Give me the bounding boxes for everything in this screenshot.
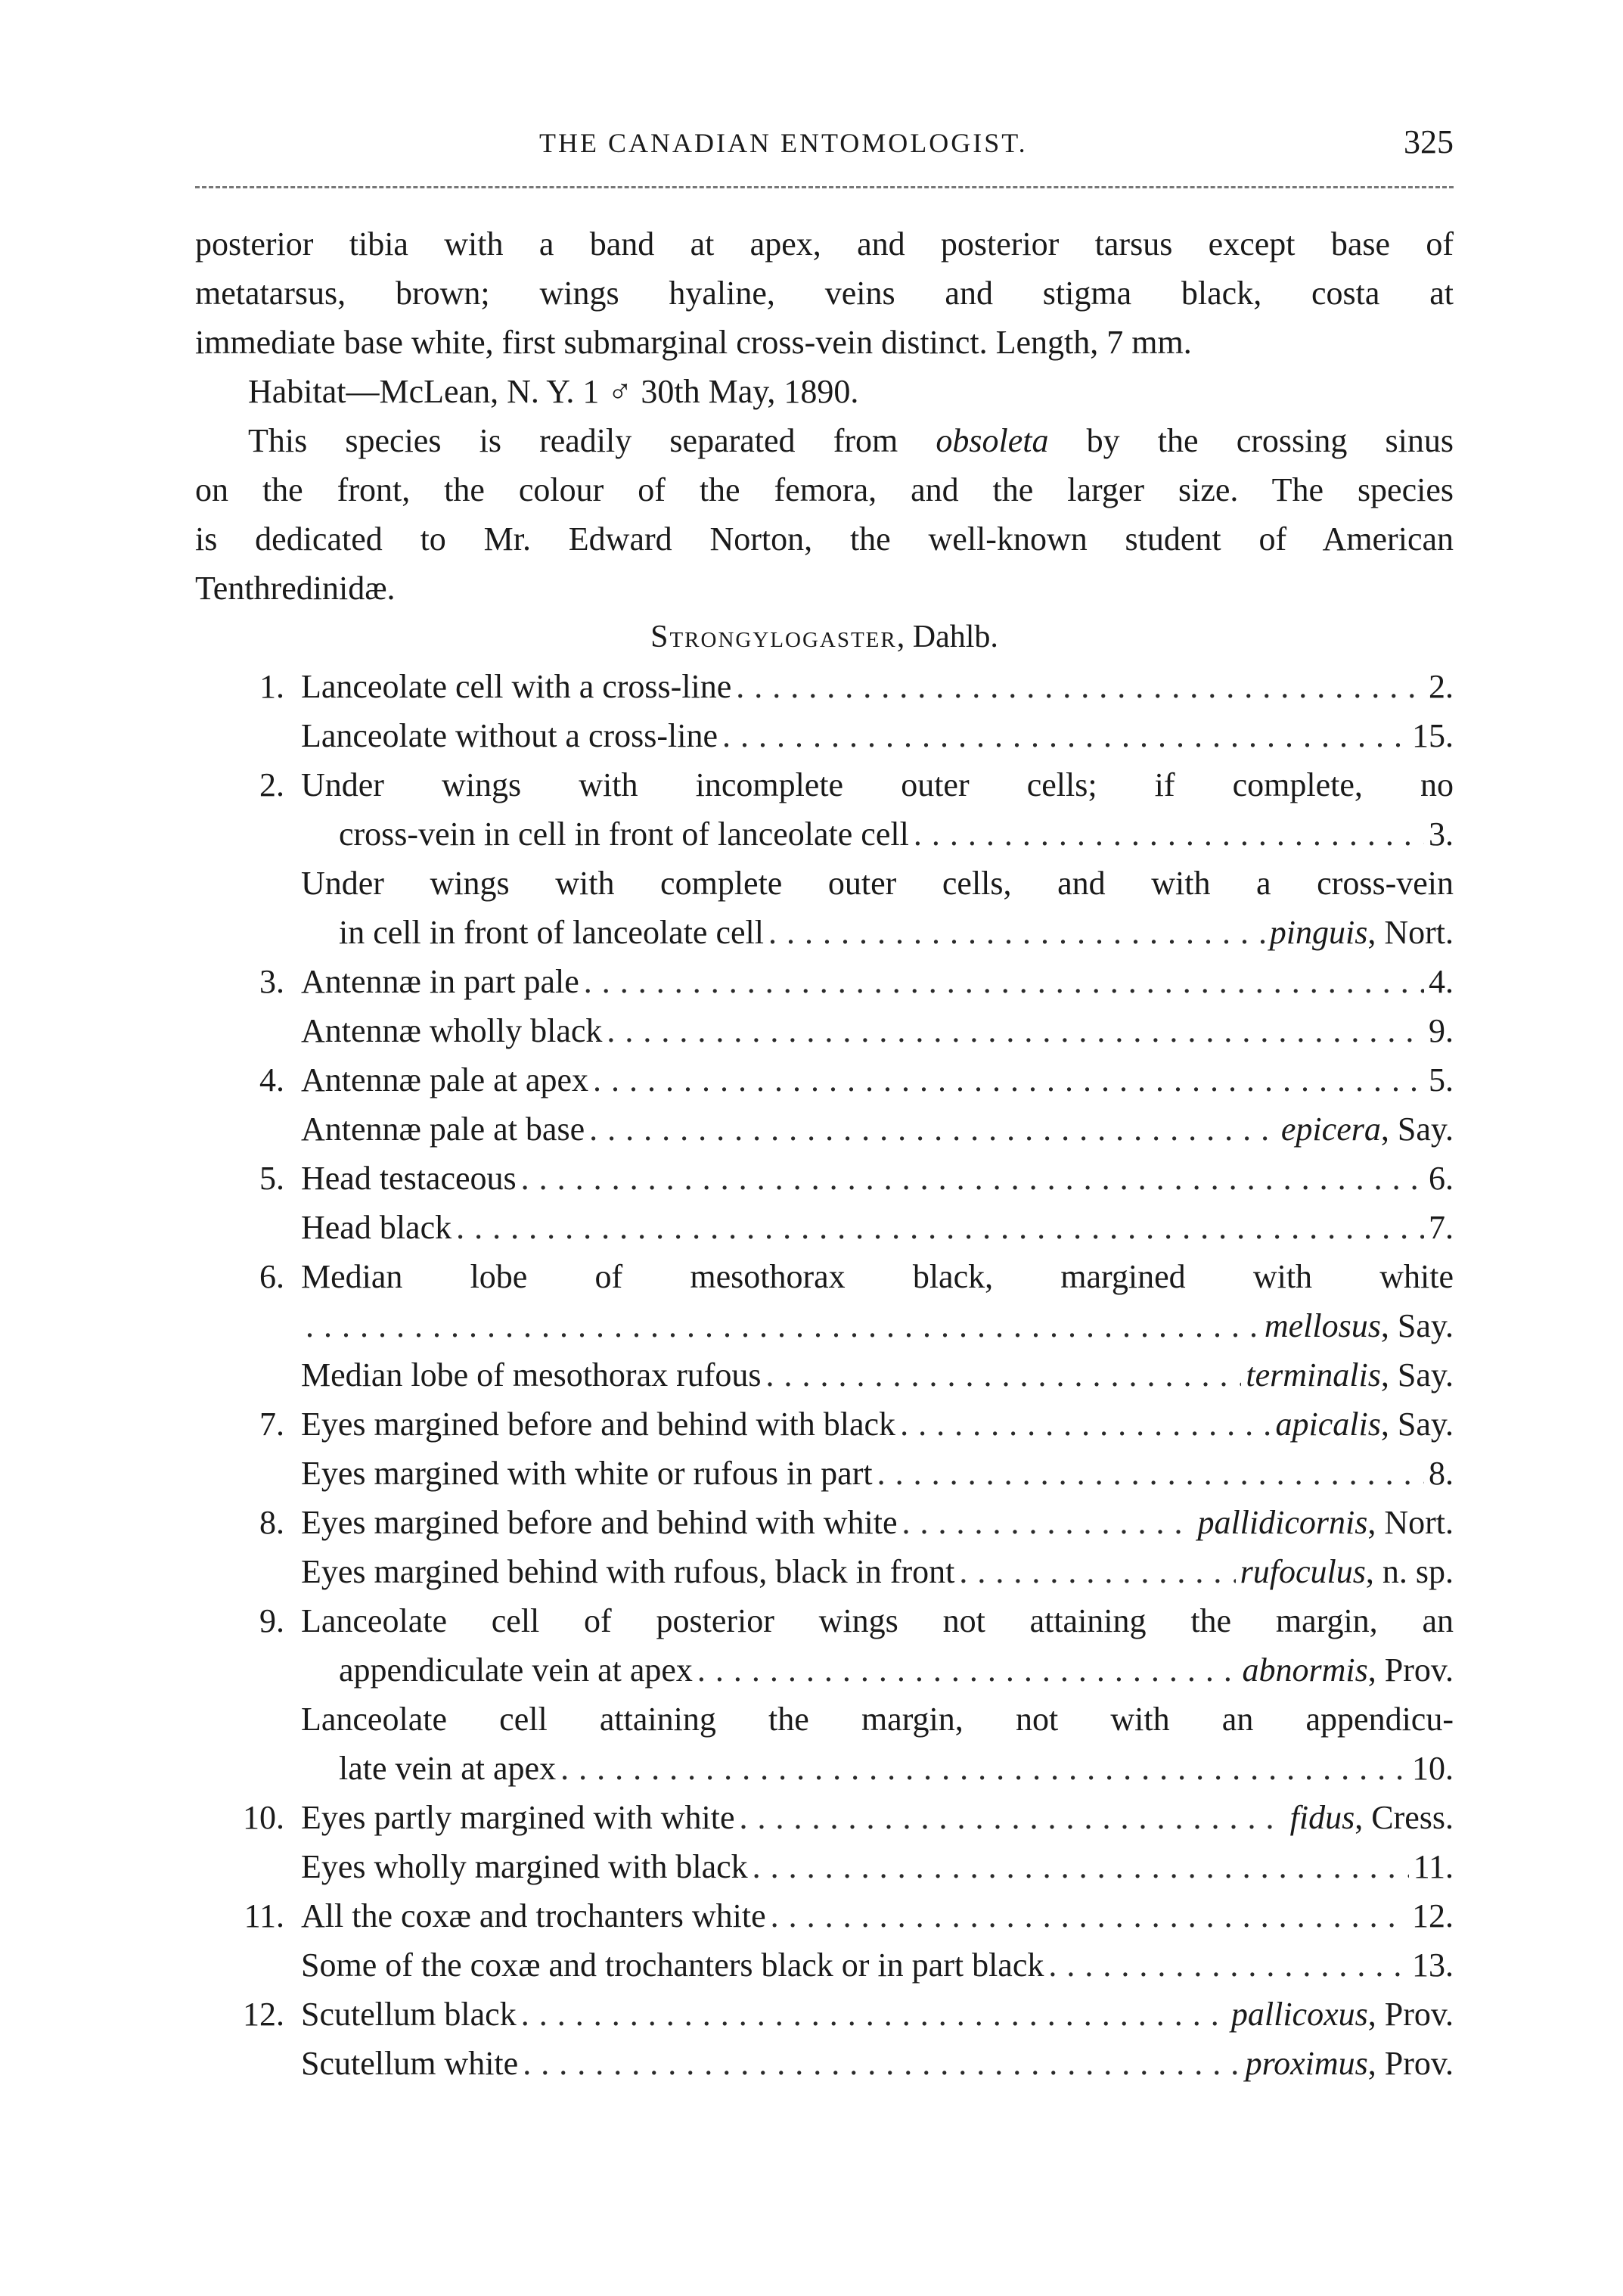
key-couplet-line xyxy=(195,1252,1454,1301)
couplet-text: Median lobe of mesothorax black, margined with white xyxy=(301,1258,1454,1295)
couplet-text: Eyes wholly margined with black xyxy=(301,1848,748,1885)
couplet-text: appendiculate vein at apex xyxy=(339,1651,693,1689)
couplet-result xyxy=(1429,662,1454,711)
couplet-content xyxy=(301,1793,1454,1842)
species-name: abnormis xyxy=(1242,1651,1368,1689)
couplet-content xyxy=(301,1891,1454,1940)
couplet-content xyxy=(339,908,1454,957)
habitat-line: Habitat—McLean, N. Y. 1 ♂ 30th May, 1890. xyxy=(248,373,859,410)
couplet-content xyxy=(301,1842,1454,1891)
couplet-content xyxy=(301,1940,1454,1990)
couplet-text: late vein at apex xyxy=(339,1750,557,1787)
leader-dots xyxy=(589,1105,1277,1154)
couplet-number: 8. xyxy=(259,1504,284,1541)
couplet-text: cross-vein in cell in front of lanceolate cell xyxy=(339,816,909,853)
couplet-text: Scutellum black xyxy=(301,1996,517,2033)
leader-dots xyxy=(607,1006,1424,1055)
result-text: 15. xyxy=(1412,717,1454,754)
couplet-text: Antennæ pale at apex xyxy=(301,1061,588,1098)
leader-dots xyxy=(736,662,1424,711)
couplet-text: Scutellum white xyxy=(301,2045,519,2082)
couplet-content xyxy=(301,1301,1454,1350)
leader-dots xyxy=(740,1793,1286,1842)
result-text: 13. xyxy=(1412,1946,1454,1984)
key-couplet-line xyxy=(195,1105,1454,1154)
intro-line-2: metatarsus, brown; wings hyaline, veins and stigma black, costa at xyxy=(195,275,1454,312)
couplet-content xyxy=(301,1596,1454,1645)
couplet-text: Antennæ pale at base xyxy=(301,1111,585,1148)
result-text: 12. xyxy=(1412,1897,1454,1934)
result-text: 9. xyxy=(1429,1012,1454,1049)
couplet-result xyxy=(1429,957,1454,1006)
key-couplet-line xyxy=(195,1695,1454,1744)
result-text: , Prov. xyxy=(1367,1651,1454,1689)
leader-dots xyxy=(900,1400,1271,1449)
couplet-result xyxy=(1429,1203,1454,1252)
couplet-content xyxy=(301,1252,1454,1301)
description-line-2: on the front, the colour of the femora, and the larger size. The species xyxy=(195,471,1454,508)
couplet-text: Lanceolate cell with a cross-line xyxy=(301,668,732,705)
couplet-result xyxy=(1429,1449,1454,1498)
leader-dots xyxy=(1048,1940,1407,1990)
leader-dots xyxy=(521,1154,1424,1203)
couplet-result xyxy=(1412,1940,1454,1990)
key-couplet-line xyxy=(195,760,1454,809)
couplet-text: Eyes partly margined with white xyxy=(301,1799,735,1836)
genus-author: , Dahlb. xyxy=(896,620,998,654)
couplet-result xyxy=(1197,1498,1454,1547)
leader-dots xyxy=(306,1301,1260,1350)
couplet-result xyxy=(1429,1154,1454,1203)
leader-dots xyxy=(959,1547,1235,1596)
key-couplet-line xyxy=(195,711,1454,760)
couplet-text: All the coxæ and trochanters white xyxy=(301,1897,766,1934)
leader-dots xyxy=(521,1990,1227,2039)
result-text: , Say. xyxy=(1380,1307,1454,1344)
leader-dots xyxy=(768,908,1265,957)
running-title: THE CANADIAN ENTOMOLOGIST. xyxy=(539,128,1028,158)
couplet-content xyxy=(301,760,1454,809)
couplet-result xyxy=(1242,1645,1454,1695)
result-text: 5. xyxy=(1429,1061,1454,1098)
genus-heading xyxy=(195,613,1454,662)
leader-dots xyxy=(593,1055,1424,1105)
key-couplet-line xyxy=(195,1498,1454,1547)
result-text: , Say. xyxy=(1380,1356,1454,1393)
couplet-content xyxy=(301,711,1454,760)
key-couplet-line xyxy=(195,1301,1454,1350)
couplet-text: Lanceolate without a cross-line xyxy=(301,717,718,754)
leader-dots xyxy=(766,1350,1242,1400)
couplet-content xyxy=(339,1645,1454,1695)
intro-line-1: posterior tibia with a band at apex, and posterior tarsus except base of xyxy=(195,225,1454,263)
couplet-result xyxy=(1276,1400,1454,1449)
intro-line-3: immediate base white, first submarginal cross-vein distinct. Length, 7 mm. xyxy=(195,324,1192,361)
couplet-number: 12. xyxy=(243,1996,284,2033)
genus-name: Strongylogaster xyxy=(650,620,897,654)
couplet-number: 3. xyxy=(259,963,284,1000)
couplet-content xyxy=(301,662,1454,711)
couplet-content xyxy=(301,1547,1454,1596)
result-text: , Prov. xyxy=(1367,2045,1454,2082)
couplet-result xyxy=(1231,1990,1454,2039)
couplet-text: Head black xyxy=(301,1209,452,1246)
couplet-result xyxy=(1412,1891,1454,1940)
couplet-text: Head testaceous xyxy=(301,1160,517,1197)
couplet-content xyxy=(301,859,1454,908)
leader-dots xyxy=(560,1744,1407,1793)
species-name: apicalis xyxy=(1275,1406,1381,1443)
result-text: 4. xyxy=(1429,963,1454,1000)
couplet-result xyxy=(1429,1055,1454,1105)
description-text-b: by the crossing sinus xyxy=(1048,422,1454,459)
species-name: pallidicornis xyxy=(1197,1504,1368,1541)
key-couplet-line xyxy=(195,662,1454,711)
couplet-content xyxy=(339,1744,1454,1793)
species-name: pinguis xyxy=(1269,914,1368,951)
couplet-result xyxy=(1246,2039,1454,2088)
result-text: , Nort. xyxy=(1367,1504,1454,1541)
key-couplet-line xyxy=(195,1891,1454,1940)
couplet-result xyxy=(1240,1547,1454,1596)
couplet-content xyxy=(301,1990,1454,2039)
species-name: mellosus xyxy=(1264,1307,1381,1344)
key-couplet-line xyxy=(195,1842,1454,1891)
key-couplet-line xyxy=(195,1006,1454,1055)
couplet-text: Antennæ in part pale xyxy=(301,963,579,1000)
result-text: 10. xyxy=(1412,1750,1454,1787)
couplet-text: Eyes margined behind with rufous, black in front xyxy=(301,1553,955,1590)
key-couplet-line xyxy=(195,957,1454,1006)
species-name: epicera xyxy=(1280,1111,1381,1148)
result-text: , Say. xyxy=(1380,1406,1454,1443)
result-text: , Cress. xyxy=(1355,1799,1454,1836)
couplet-number: 11. xyxy=(244,1897,284,1934)
leader-dots xyxy=(877,1449,1424,1498)
body-text xyxy=(195,219,1454,2088)
description-line-4: Tenthredinidæ. xyxy=(195,570,396,607)
couplet-text: Lanceolate cell attaining the margin, not with an appendicu- xyxy=(301,1701,1454,1738)
couplet-content xyxy=(301,2039,1454,2088)
key-couplet-line xyxy=(195,859,1454,908)
page-header xyxy=(195,123,1454,172)
result-text: , Say. xyxy=(1380,1111,1454,1148)
couplet-content xyxy=(339,809,1454,859)
couplet-content xyxy=(301,1105,1454,1154)
couplet-number: 7. xyxy=(259,1406,284,1443)
leader-dots xyxy=(697,1645,1238,1695)
result-text: 2. xyxy=(1429,668,1454,705)
result-text: 3. xyxy=(1429,816,1454,853)
couplet-text: Under wings with incomplete outer cells; if complete, no xyxy=(301,766,1454,803)
key-couplet-line xyxy=(195,2039,1454,2088)
couplet-content xyxy=(301,1695,1454,1744)
couplet-text: Antennæ wholly black xyxy=(301,1012,603,1049)
couplet-number: 5. xyxy=(259,1160,284,1197)
couplet-number: 1. xyxy=(259,668,284,705)
key-couplet-line xyxy=(195,1645,1454,1695)
couplet-text: Lanceolate cell of posterior wings not attaining the margin, an xyxy=(301,1602,1454,1639)
leader-dots xyxy=(456,1203,1424,1252)
couplet-number: 2. xyxy=(259,766,284,803)
couplet-result xyxy=(1412,711,1454,760)
species-name: fidus xyxy=(1289,1799,1355,1836)
key-couplet-line xyxy=(195,809,1454,859)
key-couplet-line xyxy=(195,1449,1454,1498)
couplet-number: 9. xyxy=(259,1602,284,1639)
leader-dots xyxy=(902,1498,1193,1547)
identification-key xyxy=(195,662,1454,2088)
key-couplet-line xyxy=(195,1744,1454,1793)
couplet-content xyxy=(301,1203,1454,1252)
couplet-number: 4. xyxy=(259,1061,284,1098)
leader-dots xyxy=(753,1842,1409,1891)
couplet-content xyxy=(301,1350,1454,1400)
couplet-text: Eyes margined before and behind with black xyxy=(301,1406,896,1443)
couplet-result xyxy=(1265,1301,1454,1350)
key-couplet-line xyxy=(195,1940,1454,1990)
result-text: , Nort. xyxy=(1367,914,1454,951)
result-text: 7. xyxy=(1429,1209,1454,1246)
key-couplet-line xyxy=(195,908,1454,957)
couplet-content xyxy=(301,1154,1454,1203)
key-couplet-line xyxy=(195,1547,1454,1596)
couplet-number: 10. xyxy=(243,1799,284,1836)
couplet-result xyxy=(1412,1744,1454,1793)
couplet-content xyxy=(301,1498,1454,1547)
couplet-result xyxy=(1270,908,1454,957)
couplet-text: Median lobe of mesothorax rufous xyxy=(301,1356,762,1393)
leader-dots xyxy=(523,2039,1240,2088)
couplet-text: Eyes margined before and behind with white xyxy=(301,1504,898,1541)
page-number: 325 xyxy=(1404,123,1454,160)
couplet-result xyxy=(1429,1006,1454,1055)
key-couplet-line xyxy=(195,1154,1454,1203)
couplet-number: 6. xyxy=(259,1258,284,1295)
couplet-content xyxy=(301,1055,1454,1105)
key-couplet-line xyxy=(195,1350,1454,1400)
result-text: 6. xyxy=(1429,1160,1454,1197)
leader-dots xyxy=(914,809,1424,859)
header-rule xyxy=(195,186,1454,188)
couplet-content xyxy=(301,1400,1454,1449)
couplet-text: Under wings with complete outer cells, and with a cross-vein xyxy=(301,865,1454,902)
couplet-result xyxy=(1281,1105,1454,1154)
result-text: 8. xyxy=(1429,1455,1454,1492)
species-name: terminalis xyxy=(1246,1356,1381,1393)
couplet-content xyxy=(301,1449,1454,1498)
couplet-content xyxy=(301,1006,1454,1055)
couplet-result xyxy=(1429,809,1454,859)
description-line-1 xyxy=(195,416,1454,465)
couplet-text: Some of the coxæ and trochanters black or in part black xyxy=(301,1946,1044,1984)
couplet-result xyxy=(1414,1842,1454,1891)
key-couplet-line xyxy=(195,1596,1454,1645)
couplet-text: in cell in front of lanceolate cell xyxy=(339,914,764,951)
result-text: , n. sp. xyxy=(1365,1553,1454,1590)
species-name-obsoleta: obsoleta xyxy=(936,422,1049,459)
key-couplet-line xyxy=(195,1055,1454,1105)
species-name: proximus xyxy=(1245,2045,1368,2082)
couplet-result xyxy=(1246,1350,1454,1400)
leader-dots xyxy=(722,711,1407,760)
species-name: pallicoxus xyxy=(1230,1996,1368,2033)
key-couplet-line xyxy=(195,1400,1454,1449)
couplet-text: Eyes margined with white or rufous in part xyxy=(301,1455,873,1492)
description-line-3: is dedicated to Mr. Edward Norton, the well-known student of American xyxy=(195,520,1454,558)
result-text: , Prov. xyxy=(1367,1996,1454,2033)
couplet-content xyxy=(301,957,1454,1006)
leader-dots xyxy=(771,1891,1407,1940)
leader-dots xyxy=(584,957,1424,1006)
species-name: rufoculus xyxy=(1240,1553,1366,1590)
key-couplet-line xyxy=(195,1203,1454,1252)
couplet-result xyxy=(1290,1793,1454,1842)
key-couplet-line xyxy=(195,1793,1454,1842)
result-text: 11. xyxy=(1413,1848,1454,1885)
key-couplet-line xyxy=(195,1990,1454,2039)
description-text-a: This species is readily separated from xyxy=(248,422,936,459)
